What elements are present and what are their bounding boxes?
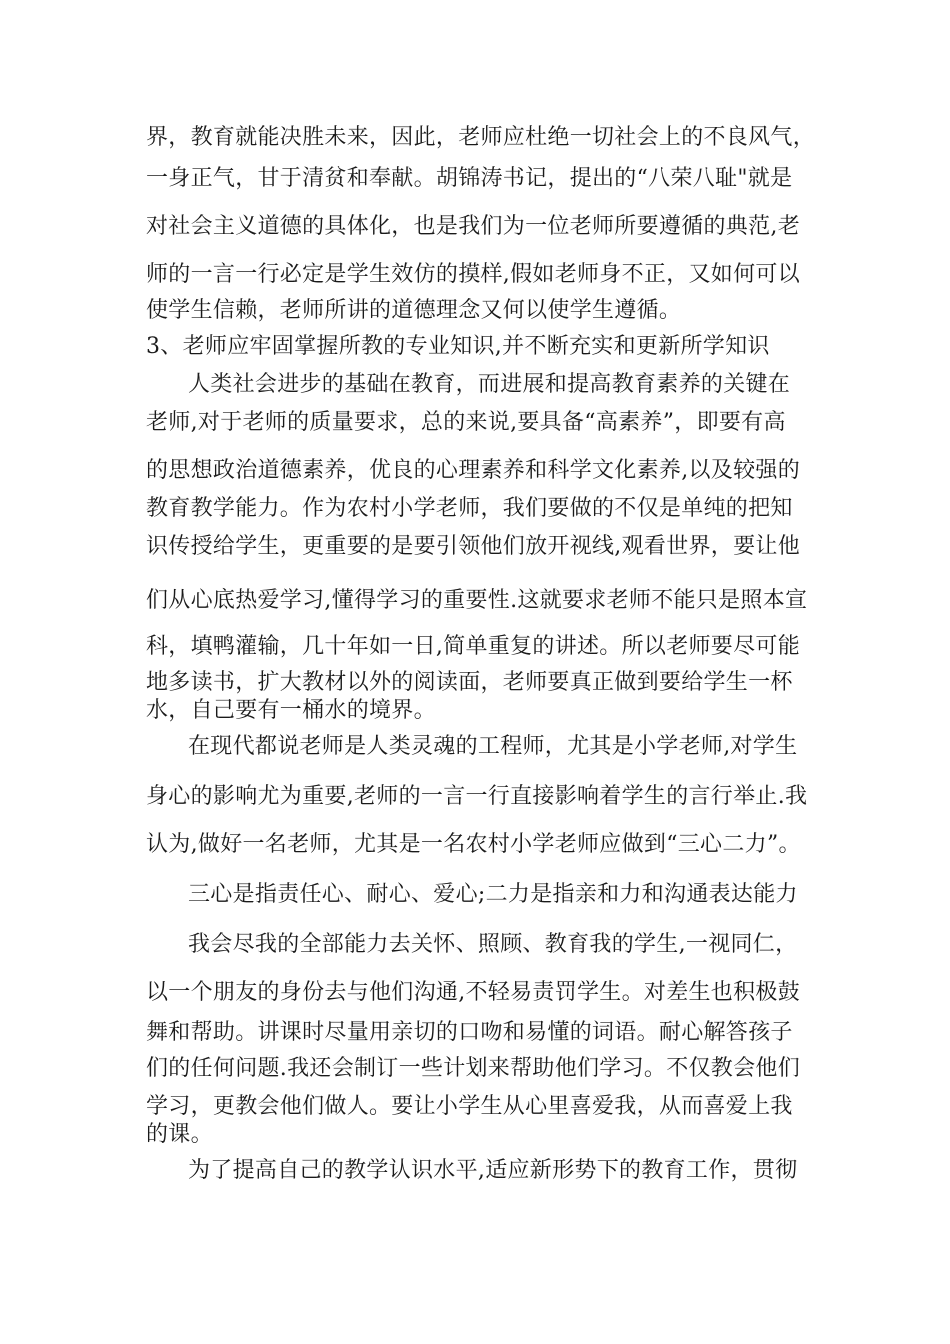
text-line: 水，自己要有一桶水的境界。 bbox=[146, 698, 436, 723]
text-line: 使学生信赖，老师所讲的道德理念又何以使学生遵循。 bbox=[146, 298, 682, 323]
paragraph-start: 在现代都说老师是人类灵魂的工程师，尤其是小学老师,对学生 bbox=[188, 734, 798, 759]
text-line: 师的一言一行必定是学生效仿的摸样,假如老师身不正，又如何可以 bbox=[146, 262, 800, 287]
text-line: 舞和帮助。讲课时尽量用亲切的口吻和易懂的词语。耐心解答孩子 bbox=[146, 1020, 793, 1045]
text-line: 认为,做好一名老师，尤其是一名农村小学老师应做到“三心二力”。 bbox=[146, 832, 801, 857]
text-line: 地多读书，扩大教材以外的阅读面，老师要真正做到要给学生一杯 bbox=[146, 670, 793, 695]
text-line: 界，教育就能决胜未来，因此，老师应杜绝一切社会上的不良风气， bbox=[146, 125, 816, 150]
paragraph-start: 人类社会进步的基础在教育，而进展和提高教育素养的关键在 bbox=[188, 372, 791, 397]
paragraph-start: 我会尽我的全部能力去关怀、照顾、教育我的学生,一视同仁， bbox=[188, 932, 798, 957]
text-line: 的课。 bbox=[146, 1122, 213, 1147]
paragraph-start: 为了提高自己的教学认识水平,适应新形势下的教育工作，贯彻 bbox=[188, 1158, 798, 1183]
text-line: 对社会主义道德的具体化，也是我们为一位老师所要遵循的典范,老 bbox=[146, 214, 800, 239]
section-heading: 3、老师应牢固掌握所教的专业知识,并不断充实和更新所学知识 bbox=[146, 334, 770, 359]
text-line: 身心的影响尤为重要,老师的一言一行直接影响着学生的言行举止.我 bbox=[146, 784, 808, 809]
text-line: 以一个朋友的身份去与他们沟通,不轻易责罚学生。对差生也积极鼓 bbox=[146, 980, 800, 1005]
text-line: 老师,对于老师的质量要求，总的来说,要具备“高素养”，即要有高 bbox=[146, 410, 786, 435]
text-line: 一身正气，甘于清贫和奉献。胡锦涛书记，提出的“八荣八耻"就是 bbox=[146, 166, 793, 191]
text-line: 学习，更教会他们做人。要让小学生从心里喜爱我，从而喜爱上我 bbox=[146, 1094, 793, 1119]
text-line: 的思想政治道德素养，优良的心理素养和科学文化素养,以及较强的 bbox=[146, 458, 800, 483]
text-line: 们的任何问题.我还会制订一些计划来帮助他们学习。不仅教会他们 bbox=[146, 1056, 800, 1081]
paragraph-start: 三心是指责任心、耐心、爱心;二力是指亲和力和沟通表达能力 bbox=[188, 882, 798, 907]
text-line: 科，填鸭灌输，几十年如一日,简单重复的讲述。所以老师要尽可能 bbox=[146, 634, 800, 659]
text-line: 识传授给学生，更重要的是要引领他们放开视线,观看世界，要让他 bbox=[146, 534, 800, 559]
text-line: 们从心底热爱学习,懂得学习的重要性.这就要求老师不能只是照本宣 bbox=[146, 588, 808, 613]
text-line: 教育教学能力。作为农村小学老师，我们要做的不仅是单纯的把知 bbox=[146, 496, 793, 521]
